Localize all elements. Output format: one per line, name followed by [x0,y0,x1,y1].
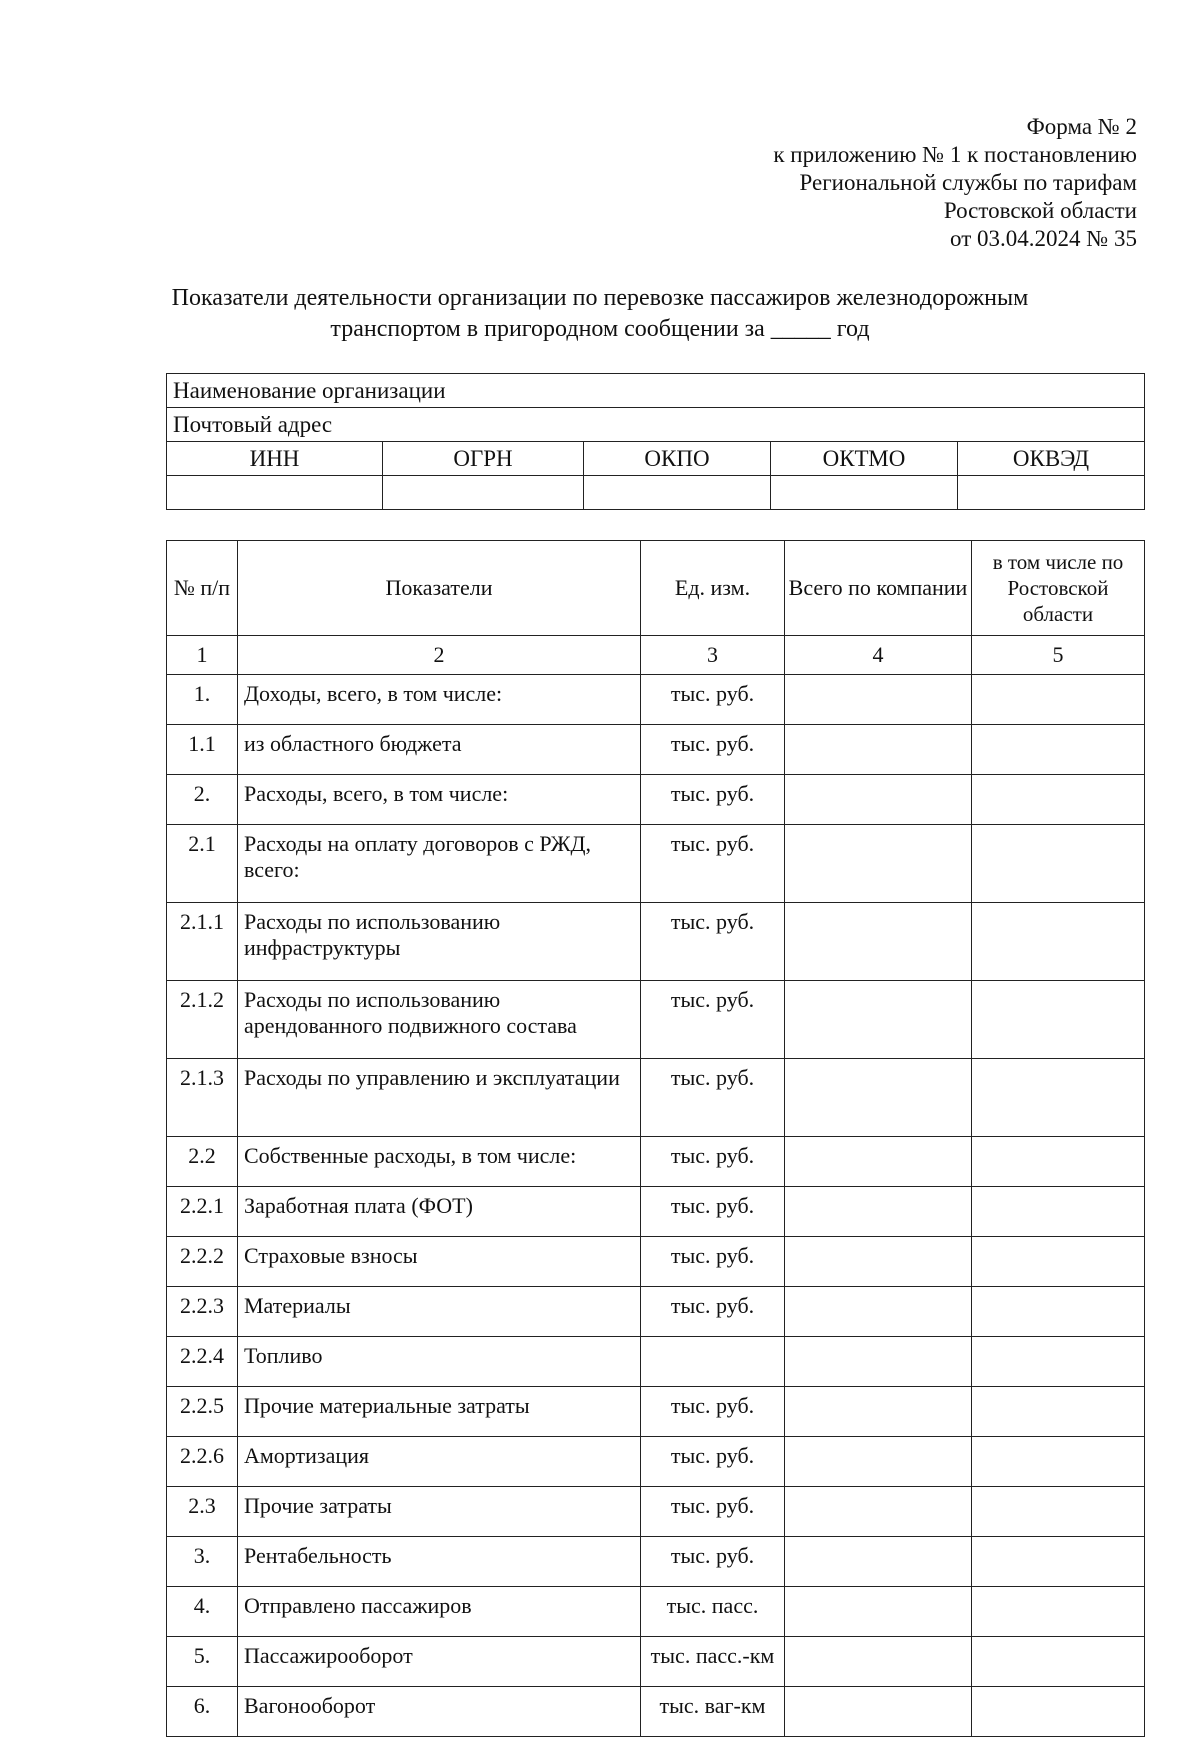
column-number: 5 [972,636,1145,675]
row-number: 2.2.4 [167,1337,238,1387]
region-value-cell[interactable] [972,1059,1145,1137]
organization-info-table [166,373,1145,510]
header-total: Всего по компании [785,541,972,636]
region-value-cell[interactable] [972,1237,1145,1287]
indicator-name: Доходы, всего, в том числе: [238,675,641,725]
row-number: 2.1.3 [167,1059,238,1137]
row-number: 2.1.1 [167,903,238,981]
org-codes-header-row [167,442,1145,476]
table-row [167,1437,1145,1487]
form-header [773,113,1137,253]
okpo-value-cell[interactable] [584,476,771,510]
header-no: № п/п [167,541,238,636]
okpo-label: ОКПО [584,442,771,476]
indicator-unit: тыс. пасс. [641,1587,785,1637]
row-number: 1. [167,675,238,725]
row-number: 2.3 [167,1487,238,1537]
indicator-name: Материалы [238,1287,641,1337]
table-row [167,825,1145,903]
indicator-name: Амортизация [238,1437,641,1487]
region-value-cell[interactable] [972,981,1145,1059]
indicator-unit: тыс. руб. [641,825,785,903]
table-row [167,1287,1145,1337]
indicator-name: Заработная плата (ФОТ) [238,1187,641,1237]
indicator-unit: тыс. руб. [641,1437,785,1487]
org-name-label: Наименование организации [167,374,1145,408]
indicator-unit: тыс. руб. [641,1059,785,1137]
indicator-unit: тыс. руб. [641,725,785,775]
indicator-unit: тыс. руб. [641,1137,785,1187]
indicator-name: Топливо [238,1337,641,1387]
row-number: 2.1 [167,825,238,903]
row-number: 2.2.6 [167,1437,238,1487]
indicator-name: Прочие материальные затраты [238,1387,641,1437]
region-value-cell[interactable] [972,1337,1145,1387]
indicator-name: Расходы по использованию инфраструктуры [238,903,641,981]
total-value-cell[interactable] [785,1059,972,1137]
oktmo-value-cell[interactable] [771,476,958,510]
region-value-cell[interactable] [972,1137,1145,1187]
indicator-name: Расходы по управлению и эксплуатации [238,1059,641,1137]
org-name-row [167,374,1145,408]
decree-date-line: от 03.04.2024 № 35 [950,226,1137,251]
region-value-cell[interactable] [972,725,1145,775]
indicator-name: Собственные расходы, в том числе: [238,1137,641,1187]
document-title [150,283,1050,345]
indicator-name: Прочие затраты [238,1487,641,1537]
region-value-cell[interactable] [972,1687,1145,1737]
indicator-unit: тыс. руб. [641,1387,785,1437]
region-value-cell[interactable] [972,1637,1145,1687]
table-row [167,1587,1145,1637]
region-value-cell[interactable] [972,825,1145,903]
inn-value-cell[interactable] [167,476,383,510]
column-number: 1 [167,636,238,675]
region-value-cell[interactable] [972,1587,1145,1637]
table-row [167,1387,1145,1437]
indicators-table [166,540,1145,1737]
total-value-cell[interactable] [785,981,972,1059]
header-region: в том числе по Ростовской области [972,541,1145,636]
indicator-name: Вагонооборот [238,1687,641,1737]
row-number: 4. [167,1587,238,1637]
indicator-name: Отправлено пассажиров [238,1587,641,1637]
row-number: 2.2.1 [167,1187,238,1237]
total-value-cell[interactable] [785,1287,972,1337]
indicator-unit: тыс. руб. [641,1237,785,1287]
inn-label: ИНН [167,442,383,476]
total-value-cell[interactable] [785,1687,972,1737]
total-value-cell[interactable] [785,725,972,775]
column-number: 4 [785,636,972,675]
row-number: 5. [167,1637,238,1687]
issuer-line: Региональной службы по тарифам [799,170,1137,195]
indicator-name: Страховые взносы [238,1237,641,1287]
indicator-unit [641,1337,785,1387]
row-number: 2.2.5 [167,1387,238,1437]
region-line: Ростовской области [943,198,1137,223]
header-unit: Ед. изм. [641,541,785,636]
indicator-rows [167,675,1145,1737]
region-value-cell[interactable] [972,675,1145,725]
region-value-cell[interactable] [972,1487,1145,1537]
form-number: Форма № 2 [1026,114,1137,139]
row-number: 2. [167,775,238,825]
region-value-cell[interactable] [972,903,1145,981]
total-value-cell[interactable] [785,1537,972,1587]
indicator-unit: тыс. руб. [641,903,785,981]
indicator-name: Рентабельность [238,1537,641,1587]
region-value-cell[interactable] [972,1187,1145,1237]
indicator-unit: тыс. руб. [641,775,785,825]
indicator-unit: тыс. руб. [641,1537,785,1587]
table-row [167,1537,1145,1587]
row-number: 3. [167,1537,238,1587]
table-row [167,1637,1145,1687]
column-number: 3 [641,636,785,675]
indicator-unit: тыс. руб. [641,981,785,1059]
total-value-cell[interactable] [785,775,972,825]
row-number: 2.2.2 [167,1237,238,1287]
total-value-cell[interactable] [785,675,972,725]
table-row [167,981,1145,1059]
org-codes-value-row [167,476,1145,510]
table-row [167,1337,1145,1387]
indicator-name: из областного бюджета [238,725,641,775]
indicator-name: Расходы, всего, в том числе: [238,775,641,825]
total-value-cell[interactable] [785,1337,972,1387]
column-numbers-row [167,636,1145,675]
total-value-cell[interactable] [785,1487,972,1537]
total-value-cell[interactable] [785,1637,972,1687]
total-value-cell[interactable] [785,903,972,981]
header-indicator: Показатели [238,541,641,636]
org-address-label: Почтовый адрес [167,408,1145,442]
column-number: 2 [238,636,641,675]
total-value-cell[interactable] [785,825,972,903]
appendix-line: к приложению № 1 к постановлению [773,142,1137,167]
region-value-cell[interactable] [972,1437,1145,1487]
total-value-cell[interactable] [785,1137,972,1187]
indicator-unit: тыс. руб. [641,1287,785,1337]
table-row [167,903,1145,981]
row-number: 6. [167,1687,238,1737]
indicator-name: Расходы по использованию арендованного подвижного состава [238,981,641,1059]
region-value-cell[interactable] [972,1537,1145,1587]
indicator-unit: тыс. руб. [641,1187,785,1237]
table-row [167,1237,1145,1287]
indicators-header-row [167,541,1145,636]
table-row [167,725,1145,775]
indicator-name: Расходы на оплату договоров с РЖД, всего: [238,825,641,903]
ogrn-label: ОГРН [383,442,584,476]
row-number: 1.1 [167,725,238,775]
table-row [167,1187,1145,1237]
table-row [167,1137,1145,1187]
total-value-cell[interactable] [785,1387,972,1437]
indicator-unit: тыс. ваг-км [641,1687,785,1737]
region-value-cell[interactable] [972,1287,1145,1337]
total-value-cell[interactable] [785,1187,972,1237]
row-number: 2.1.2 [167,981,238,1059]
table-row [167,775,1145,825]
region-value-cell[interactable] [972,1387,1145,1437]
title-line-1: Показатели деятельности организации по перевозке пассажиров железнодорожным [171,285,1029,311]
total-value-cell[interactable] [785,1237,972,1287]
oktmo-label: ОКТМО [771,442,958,476]
table-row [167,1487,1145,1537]
table-row [167,1059,1145,1137]
indicator-name: Пассажирооборот [238,1637,641,1687]
indicator-unit: тыс. руб. [641,675,785,725]
total-value-cell[interactable] [785,1587,972,1637]
table-row [167,675,1145,725]
okved-label: ОКВЭД [958,442,1145,476]
okved-value-cell[interactable] [958,476,1145,510]
table-row [167,1687,1145,1737]
total-value-cell[interactable] [785,1437,972,1487]
ogrn-value-cell[interactable] [383,476,584,510]
indicator-unit: тыс. руб. [641,1487,785,1537]
row-number: 2.2 [167,1137,238,1187]
title-line-2: транспортом в пригородном сообщении за _____ год [330,316,870,342]
row-number: 2.2.3 [167,1287,238,1337]
org-address-row [167,408,1145,442]
region-value-cell[interactable] [972,775,1145,825]
indicator-unit: тыс. пасс.-км [641,1637,785,1687]
